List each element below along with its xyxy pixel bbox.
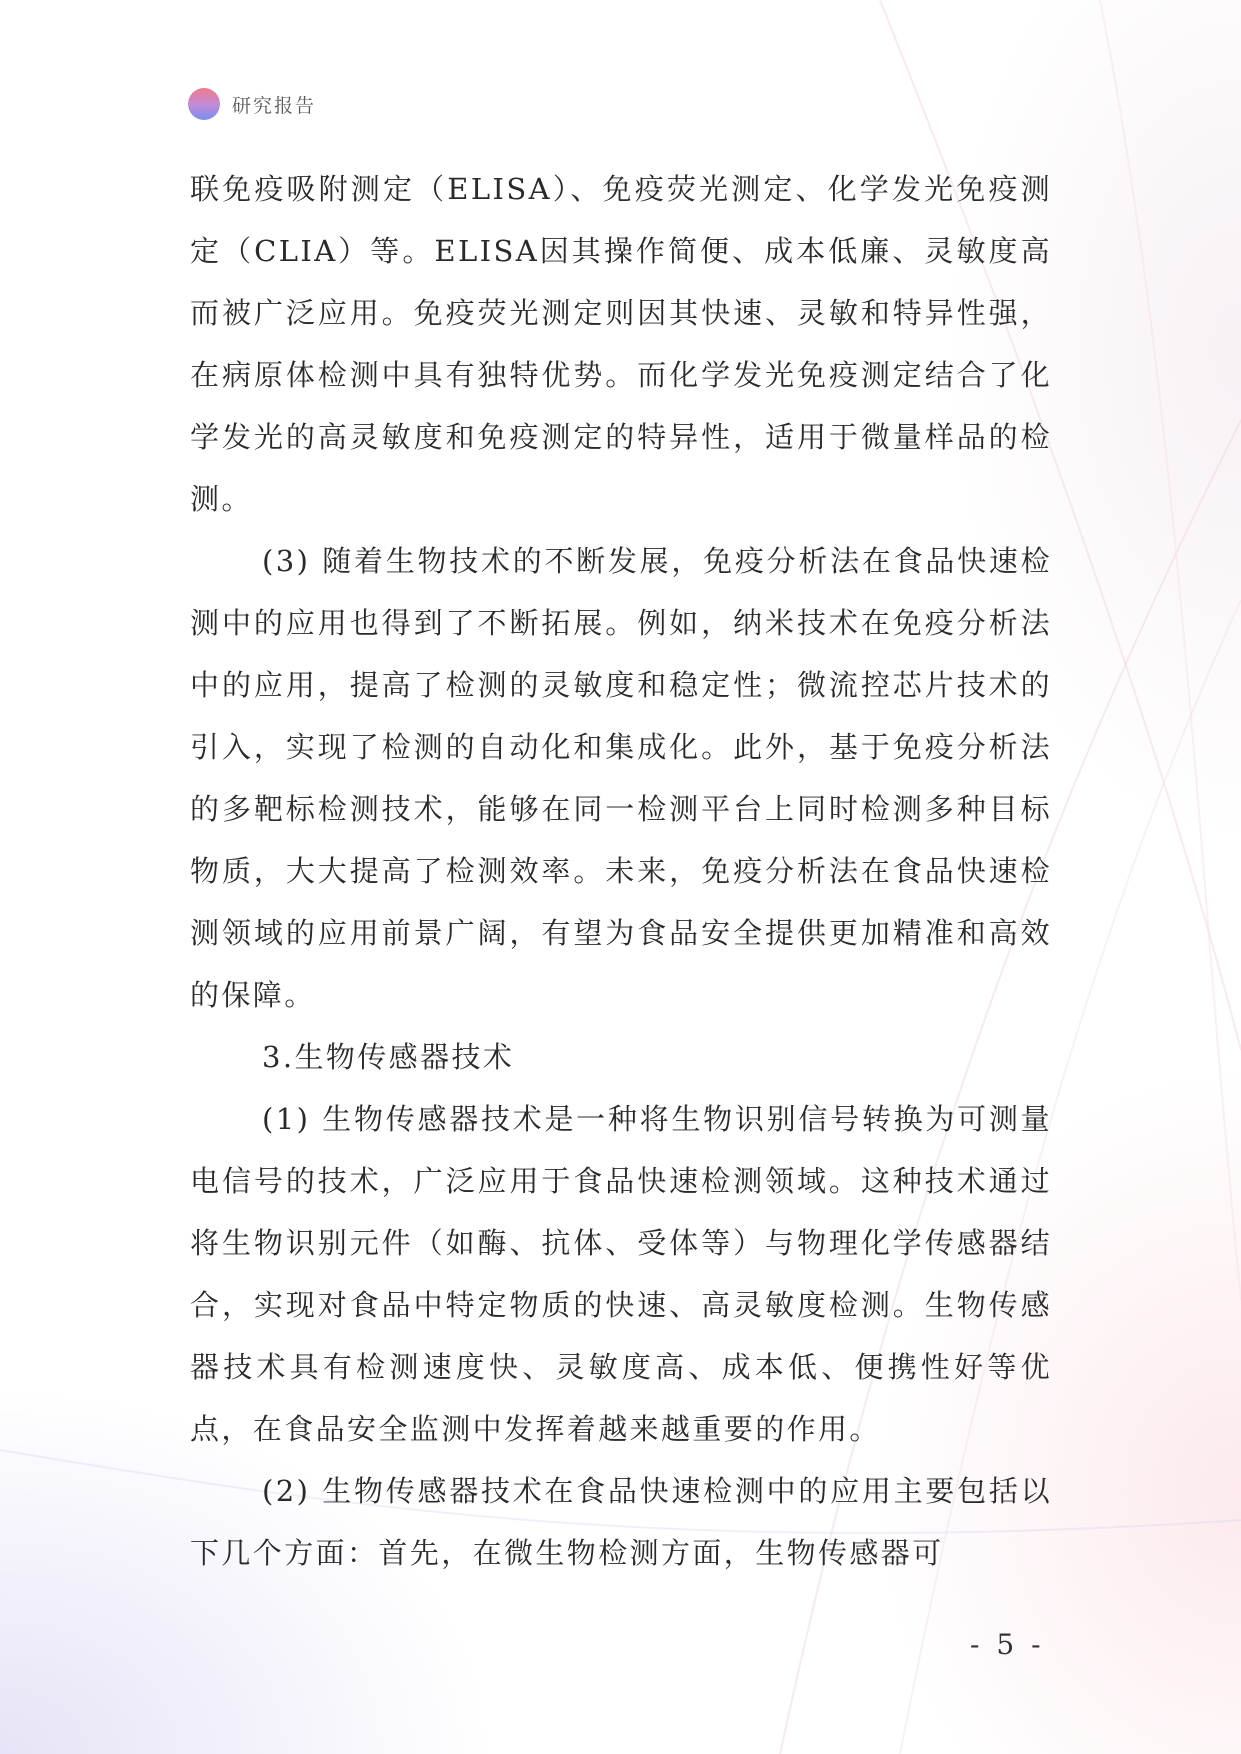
page-number: - 5 - (970, 1628, 1045, 1661)
body-text (190, 158, 1052, 1584)
logo-circle-icon (188, 88, 220, 120)
paragraph: (2) 生物传感器技术在食品快速检测中的应用主要包括以下几个方面：首先，在微生物检测方面，生物传感器可 (190, 1474, 1052, 1570)
paragraph: 联免疫吸附测定（ELISA）、免疫荧光测定、化学发光免疫测定（CLIA）等。ELISA因其操作简便、成本低廉、灵敏度高而被广泛应用。免疫荧光测定则因其快速、灵敏和特异性强，在病原体检测中具有独特优势。而化学发光免疫测定结合了化学发光的高灵敏度和免疫测定的特异性，适用于微量样品的检测。 (190, 172, 1052, 516)
section-heading: 3.生物传感器技术 (262, 1040, 515, 1074)
header-label: 研究报告 (232, 94, 317, 117)
paragraph: (1) 生物传感器技术是一种将生物识别信号转换为可测量电信号的技术，广泛应用于食品快速检测领域。这种技术通过将生物识别元件（如酶、抗体、受体等）与物理化学传感器结合，实现对食品中特定物质的快速、高灵敏度检测。生物传感器技术具有检测速度快、灵敏度高、成本低、便携性好等优点，在食品安全监测中发挥着越来越重要的作用。 (190, 1102, 1052, 1446)
page-header (188, 88, 316, 120)
paragraph: (3) 随着生物技术的不断发展，免疫分析法在食品快速检测中的应用也得到了不断拓展。例如，纳米技术在免疫分析法中的应用，提高了检测的灵敏度和稳定性；微流控芯片技术的引入，实现了检测的自动化和集成化。此外，基于免疫分析法的多靶标检测技术，能够在同一检测平台上同时检测多种目标物质，大大提高了检测效率。未来，免疫分析法在食品快速检测领域的应用前景广阔，有望为食品安全提供更加精准和高效的保障。 (190, 544, 1052, 1012)
